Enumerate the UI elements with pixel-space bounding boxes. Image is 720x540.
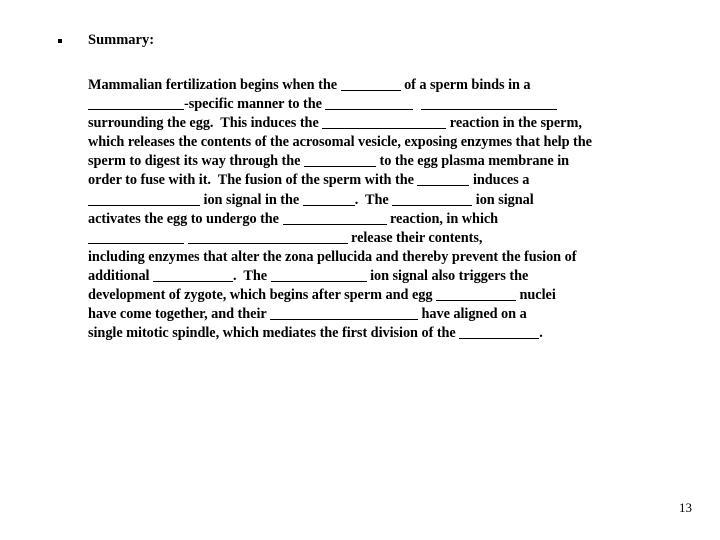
paragraph-line [88,324,668,343]
paragraph-line [88,171,668,190]
text-run: single mitotic spindle, which mediates the first division of the [88,325,460,342]
fill-in-blank [325,98,413,110]
fill-in-blank [304,155,376,167]
paragraph-line [88,95,668,114]
paragraph-line [88,133,668,152]
text-run: release their contents, [347,229,483,246]
fill-in-blank [303,194,355,206]
text-run: ion signal [472,191,534,208]
square-bullet-icon [58,39,62,43]
fill-in-blank [88,194,200,206]
text-run: -specific manner to the [184,96,326,113]
text-run: surrounding the egg. This induces the [88,115,323,132]
fill-in-blank [153,270,233,282]
fill-in-blank [271,270,367,282]
paragraph-line [88,248,668,267]
text-run: which releases the contents of the acrosomal vesicle, exposing enzymes that help the [88,134,592,151]
text-run: including enzymes that alter the zona pellucida and thereby prevent the fusion of [88,248,577,265]
fill-in-blank [88,98,184,110]
text-run: have come together, and their [88,306,270,323]
page-number: 13 [679,500,692,515]
paragraph-line [88,267,668,286]
fill-in-blank [421,98,557,110]
summary-heading-label: Summary: [88,32,155,48]
text-run: ion signal in the [200,191,303,208]
fill-in-blank [188,232,348,244]
text-run [413,96,420,112]
paragraph-line [88,229,668,248]
fill-in-blank [417,174,469,186]
text-run: . The [233,267,271,284]
text-run: of a sperm binds in a [400,77,531,93]
text-run: Mammalian fertilization begins when the [88,77,341,93]
fill-in-blank [270,308,418,320]
fill-in-blank [88,232,184,244]
paragraph-line [88,114,668,133]
paragraph-line [88,305,668,324]
text-run: induces a [469,172,530,189]
text-run: to the egg plasma membrane in [375,153,570,170]
text-run: development of zygote, which begins after sperm and egg [88,287,436,304]
text-run: reaction, in which [386,210,499,227]
fill-in-blank [392,194,472,206]
text-run: nuclei [515,287,556,304]
text-run: sperm to digest its way through the [88,153,304,170]
text-run: additional [88,267,154,284]
text-run: order to fuse with it. The fusion of the sperm with the [88,172,418,189]
fill-in-blank [436,289,516,301]
text-run: have aligned on a [417,306,527,323]
summary-heading [58,31,658,50]
paragraph-line [88,191,668,210]
text-run: reaction in the sperm, [446,115,582,132]
fill-in-blank [322,117,446,129]
paragraph-line [88,76,668,95]
paragraph-line [88,286,668,305]
text-run: . The [354,191,393,208]
fill-in-blank [459,327,539,339]
text-run: . [539,325,543,342]
paragraph-line [88,152,668,171]
fill-in-blank [341,79,401,91]
text-run: activates the egg to undergo the [88,210,283,227]
text-run: ion signal also triggers the [366,267,529,284]
summary-paragraph [88,76,668,343]
paragraph-line [88,210,668,229]
fill-in-blank [283,213,387,225]
